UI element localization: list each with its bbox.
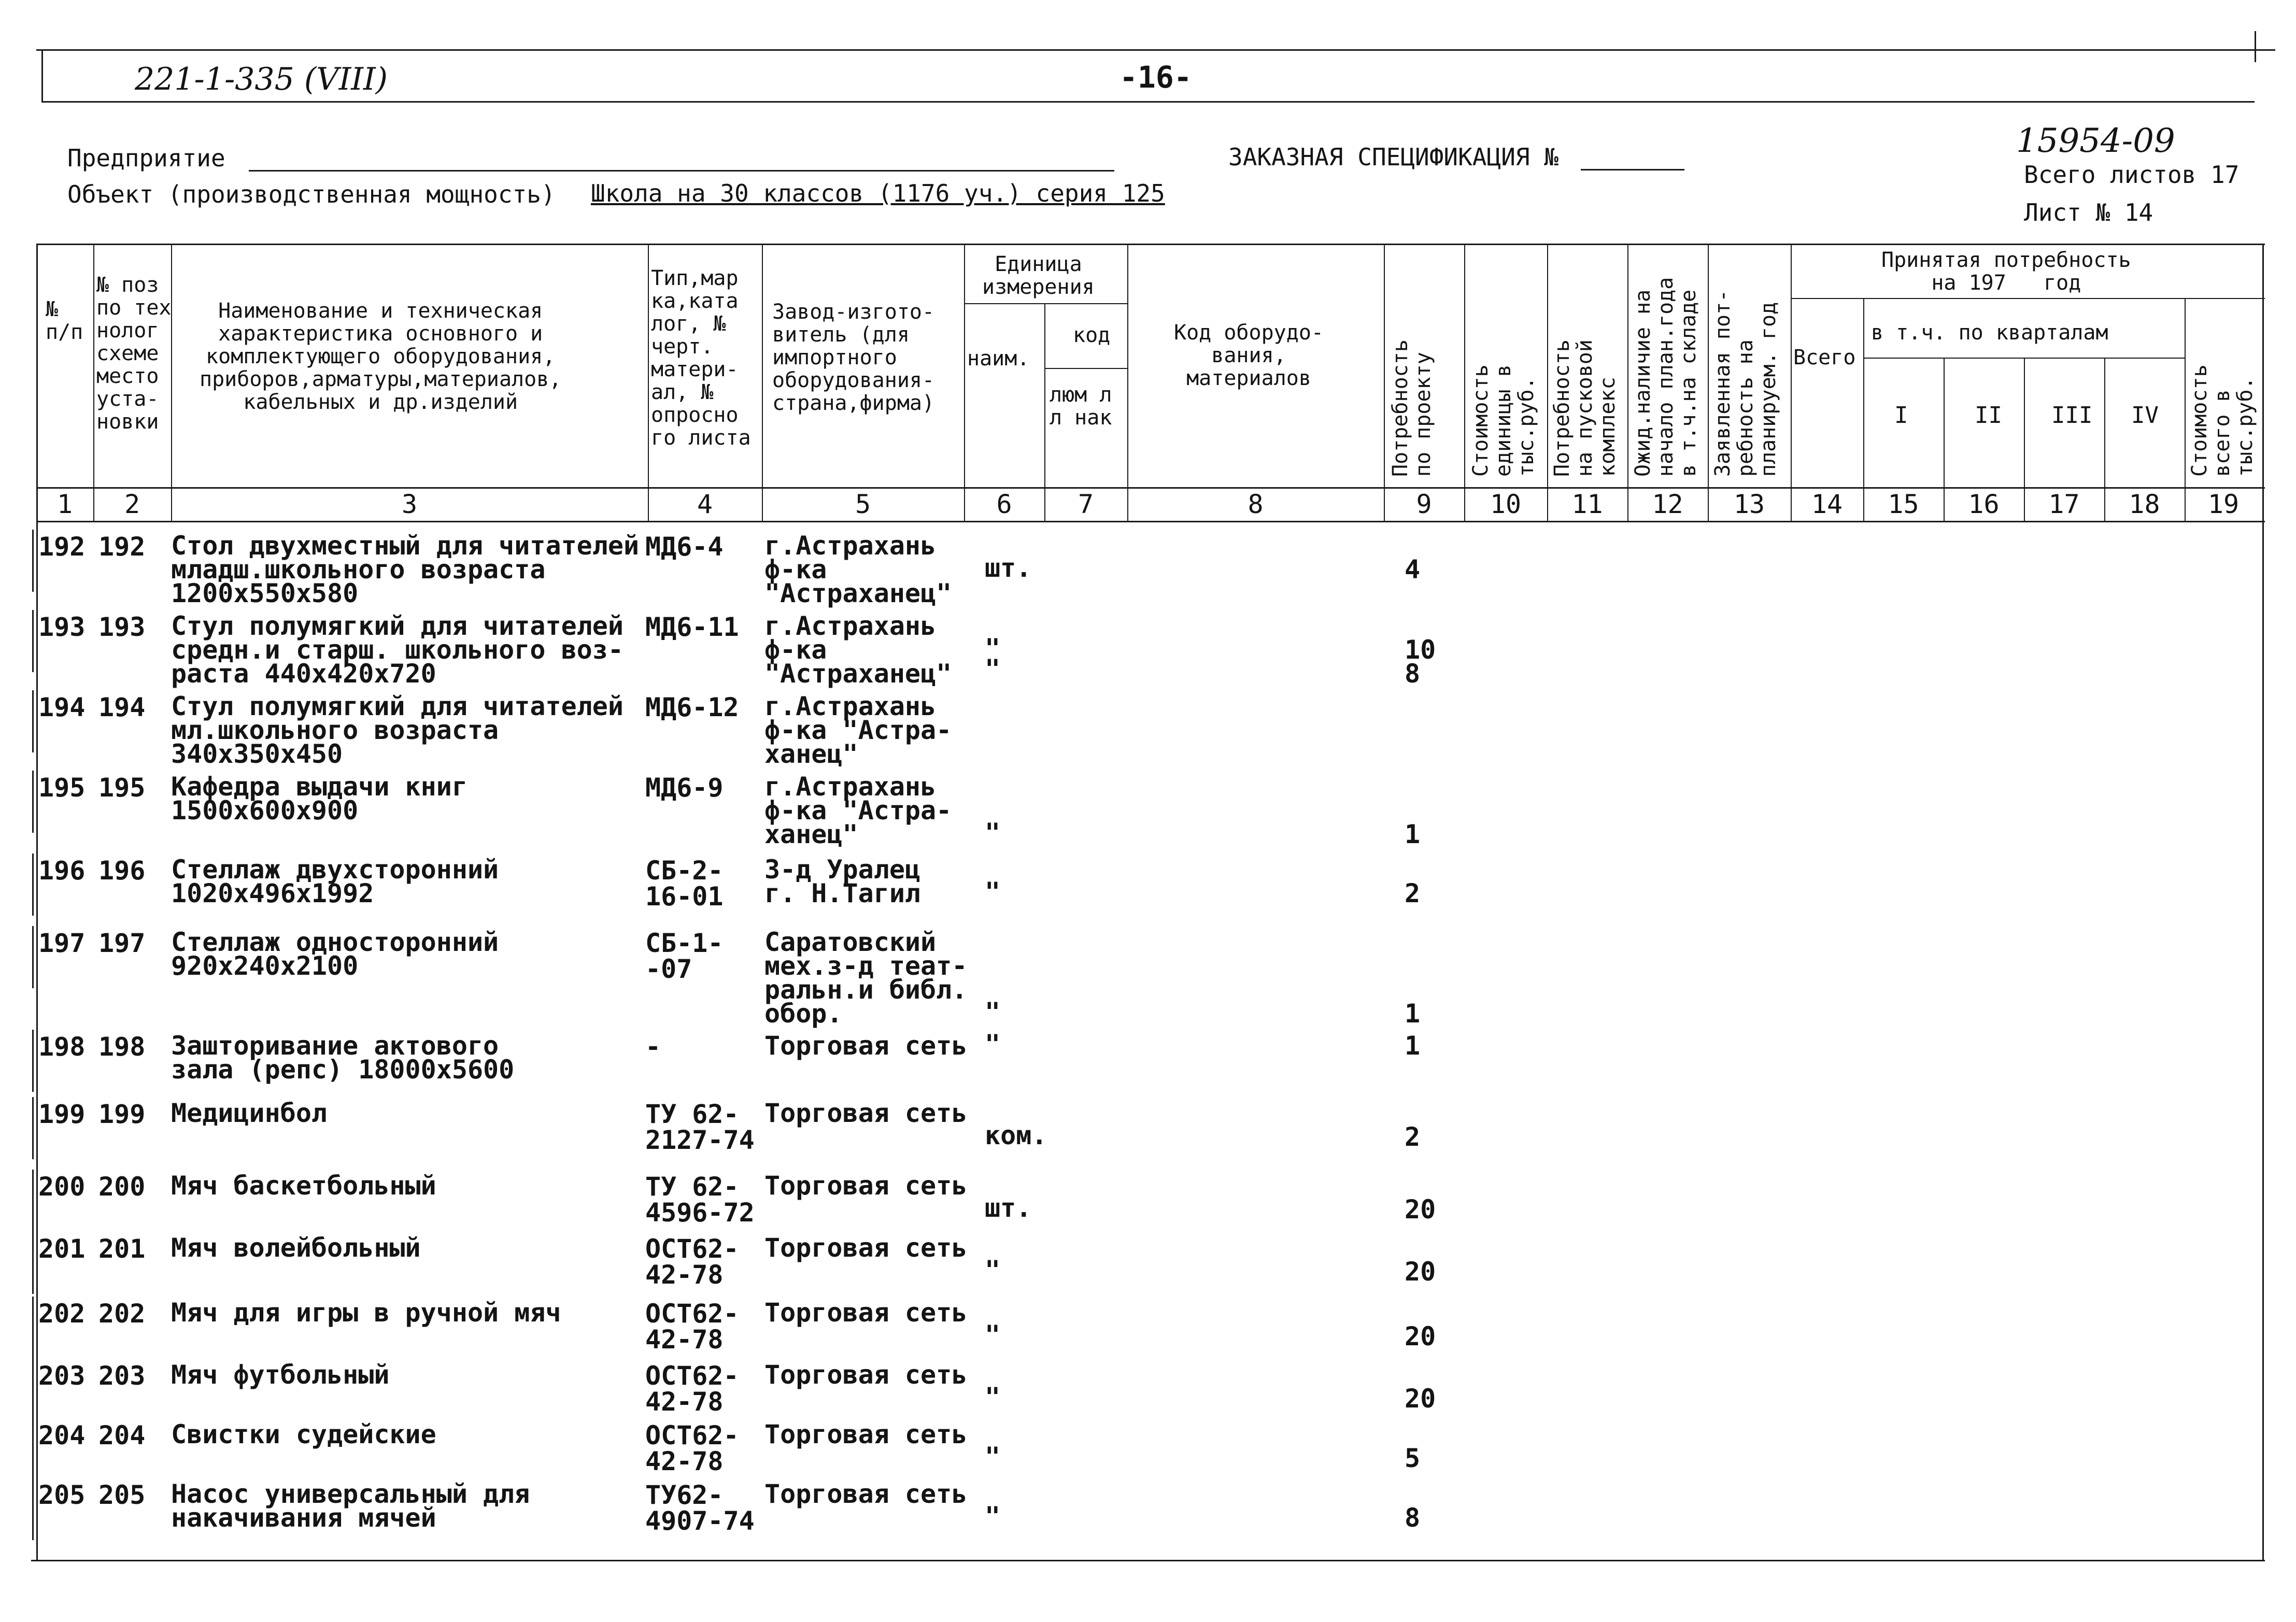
column-number: 9: [1416, 489, 1432, 519]
row-number: 196: [38, 856, 86, 886]
row-type: МД6-9: [645, 773, 724, 803]
row-name: Мяч волейбольный: [171, 1233, 421, 1263]
column-number: 12: [1652, 489, 1683, 519]
row-position: 203: [98, 1361, 146, 1391]
row-unit: ": [985, 1029, 1001, 1059]
column-number: 3: [401, 489, 418, 519]
column-number: 17: [2048, 489, 2080, 519]
row-number: 201: [38, 1234, 86, 1264]
row-unit: ": [985, 877, 1001, 907]
row-type: ОСТ62- 42-78: [645, 1361, 739, 1417]
col-header-unit: Единица измерения: [982, 252, 1095, 299]
row-qty: 2: [1405, 878, 1421, 908]
col-header-total: Всего: [1793, 346, 1856, 369]
column-number: 15: [1888, 489, 1919, 519]
row-name: Стол двухместный для читателей младш.школьного возраста 1200x550x580: [171, 531, 640, 608]
row-name: Стеллаж двухсторонний 1020x496x1992: [171, 855, 499, 908]
row-number: 192: [38, 532, 86, 562]
row-divider: [32, 530, 34, 592]
row-divider: [32, 926, 34, 988]
row-name: Насос универсальный для накачивания мячей: [171, 1479, 530, 1533]
row-type: ОСТ62- 42-78: [645, 1234, 739, 1290]
col-header-startup-need: Потребность на пусковой комплекс: [1550, 339, 1620, 477]
row-qty: 20: [1405, 1384, 1436, 1414]
column-number: 7: [1078, 489, 1094, 519]
row-maker: Торговая сеть: [764, 1479, 968, 1509]
row-unit: ком.: [985, 1120, 1047, 1150]
column-number: 19: [2207, 489, 2240, 519]
row-divider: [32, 1030, 34, 1092]
enterprise-label: Предприятие: [67, 144, 225, 172]
spec-title: ЗАКАЗНАЯ СПЕЦИФИКАЦИЯ №: [1228, 143, 1558, 171]
total-sheets: Всего листов 17: [2024, 161, 2240, 189]
row-name: Мяч футбольный: [171, 1360, 390, 1390]
row-type: ТУ62- 4907-74: [645, 1480, 755, 1536]
row-number: 193: [38, 612, 86, 642]
col-header-type: Тип,мар ка,ката лог, № черт. матери- ал, № опросно го листа: [651, 266, 751, 450]
row-name: Свистки судейские: [171, 1419, 436, 1449]
row-type: ТУ 62- 4596-72: [645, 1172, 755, 1228]
row-position: 194: [98, 692, 146, 722]
row-maker: З-д Уралец г. Н.Тагил: [764, 855, 921, 908]
col-header-accepted-need: Принятая потребность на 197 год: [1881, 248, 2131, 295]
column-number: 1: [56, 489, 73, 519]
row-maker: г.Астрахань ф-ка "Астра- ханец": [764, 772, 952, 849]
row-number: 198: [38, 1032, 86, 1062]
stamp-number: 15954-09: [2016, 122, 2175, 160]
col-header-maker: Завод-изгото- витель (для импортного оборудования- страна,фирма): [772, 300, 935, 415]
row-maker: г.Астрахань ф-ка "Астра- ханец": [764, 691, 952, 769]
document-code: 221-1-335 (VIII): [135, 61, 388, 97]
col-header-name: Наименование и техническая характеристика основного и комплектующего оборудования, приборов,арматуры,материалов, кабельных и др.изделий: [200, 299, 562, 414]
col-header-q1: I: [1894, 402, 1908, 429]
row-unit: ": [985, 818, 1001, 848]
row-maker: Торговая сеть: [764, 1031, 968, 1061]
row-position: 200: [98, 1172, 146, 1202]
col-header-equipment-code: Код оборудо- вания, материалов: [1174, 321, 1324, 390]
column-number: 2: [124, 489, 140, 519]
row-unit: шт.: [985, 553, 1032, 583]
row-position: 197: [98, 928, 146, 958]
row-qty: 4: [1405, 554, 1421, 585]
col-header-unit-cost: Стоимость единицы в тыс.руб.: [1469, 364, 1538, 477]
row-maker: Торговая сеть: [764, 1171, 968, 1201]
row-qty: 1: [1405, 999, 1421, 1029]
col-header-unit-name: наим.: [967, 347, 1030, 371]
row-number: 194: [38, 692, 86, 722]
col-header-expected-stock: Ожид.наличие на начало план.года в т.ч.на складе: [1631, 277, 1700, 477]
row-position: 193: [98, 612, 146, 642]
row-divider: [32, 1297, 34, 1359]
row-divider: [32, 690, 34, 752]
row-type: МД6-4: [645, 532, 724, 562]
row-position: 201: [98, 1234, 146, 1264]
object-value: Школа на 30 классов (1176 уч.) серия 125: [591, 179, 1165, 207]
row-position: 195: [98, 773, 146, 803]
col-header-q4: IV: [2131, 402, 2159, 429]
col-header-pos: № поз по тех нолог схеме место уста- новки: [96, 273, 172, 434]
row-unit: ": [985, 1255, 1001, 1285]
row-qty: 8: [1405, 1503, 1421, 1533]
row-number: 199: [38, 1099, 86, 1129]
row-qty: 2: [1405, 1122, 1421, 1152]
row-unit: ": [985, 1501, 1001, 1531]
row-qty: 20: [1405, 1194, 1436, 1225]
row-maker: Торговая сеть: [764, 1360, 968, 1390]
row-maker: Торговая сеть: [764, 1419, 968, 1449]
row-maker: г.Астрахань ф-ка "Астраханец": [764, 611, 952, 689]
col-header-project-need: Потребность по проекту: [1388, 339, 1435, 477]
row-number: 197: [38, 928, 86, 958]
row-maker: Торговая сеть: [764, 1298, 968, 1328]
row-position: 198: [98, 1032, 146, 1062]
row-name: Медицинбол: [171, 1098, 328, 1128]
row-divider: [32, 610, 34, 672]
row-unit: ": [985, 1442, 1001, 1472]
row-position: 205: [98, 1480, 146, 1510]
column-number: 14: [1811, 489, 1843, 519]
row-qty: 1: [1405, 819, 1421, 849]
row-maker: Торговая сеть: [764, 1098, 968, 1128]
row-name: Стул полумягкий для читателей мл.школьного возраста 340x350x450: [171, 691, 623, 769]
row-qty: 20: [1405, 1257, 1436, 1287]
row-type: ТУ 62- 2127-74: [645, 1099, 755, 1155]
sheet-number: Лист № 14: [2024, 198, 2153, 226]
row-divider: [32, 1359, 34, 1421]
row-position: 204: [98, 1420, 146, 1450]
row-qty: 1: [1405, 1031, 1421, 1061]
column-number: 13: [1733, 489, 1765, 519]
row-unit: ": [985, 997, 1001, 1027]
row-type: МД6-12: [645, 692, 739, 722]
row-number: 195: [38, 773, 86, 803]
row-type: ОСТ62- 42-78: [645, 1299, 739, 1355]
row-position: 196: [98, 856, 146, 886]
row-type: СБ-1- -07: [645, 928, 724, 984]
row-divider: [32, 1418, 34, 1481]
column-number: 18: [2129, 489, 2160, 519]
col-header-unit-code-sub: люм л л нак: [1050, 383, 1112, 430]
row-number: 205: [38, 1480, 86, 1510]
row-divider: [32, 853, 34, 916]
row-number: 204: [38, 1420, 86, 1450]
row-unit: ": [985, 1320, 1001, 1350]
row-name: Мяч баскетбольный: [171, 1171, 436, 1201]
col-header-total-cost: Стоимость всего в тыс.руб.: [2188, 364, 2257, 477]
row-qty: 5: [1405, 1443, 1421, 1473]
row-type: ОСТ62- 42-78: [645, 1420, 739, 1476]
column-number: 10: [1490, 489, 1522, 519]
col-header-declared-need: Заявленная пот- ребность на планируем. год: [1711, 289, 1780, 477]
row-position: 199: [98, 1099, 146, 1129]
object-label: Объект (производственная мощность): [67, 180, 556, 208]
row-divider: [32, 1097, 34, 1159]
column-number: 5: [855, 489, 871, 519]
row-unit: шт.: [985, 1193, 1032, 1223]
row-number: 203: [38, 1361, 86, 1391]
row-divider: [32, 771, 34, 833]
row-unit: ": [985, 1382, 1001, 1412]
col-header-unit-code: код: [1073, 323, 1111, 347]
row-qty: 20: [1405, 1321, 1436, 1351]
row-position: 192: [98, 532, 146, 562]
column-number: 8: [1248, 489, 1264, 519]
row-maker: Саратовский мех.з-д теат- ральн.и библ. обор.: [764, 927, 968, 1029]
row-divider: [32, 1170, 34, 1232]
row-name: Кафедра выдачи книг 1500x600x900: [171, 772, 467, 826]
row-divider: [32, 1478, 34, 1540]
row-type: СБ-2- 16-01: [645, 856, 724, 912]
row-maker: г.Астрахань ф-ка "Астраханец": [764, 531, 952, 608]
column-number: 11: [1571, 489, 1603, 519]
col-header-quarters: в т.ч. по кварталам: [1871, 321, 2108, 345]
row-name: Зашторивание актового зала (репс) 18000x5600: [171, 1031, 515, 1085]
row-qty: 10 8: [1405, 635, 1436, 689]
row-type: МД6-11: [645, 612, 739, 642]
page-number: -16-: [1119, 60, 1192, 95]
row-divider: [32, 1232, 34, 1294]
row-name: Стеллаж односторонний 920x240x2100: [171, 927, 499, 981]
column-number: 16: [1968, 489, 2000, 519]
row-unit: " ": [985, 633, 1001, 684]
column-number: 4: [697, 489, 713, 519]
row-type: -: [645, 1032, 661, 1062]
row-number: 200: [38, 1172, 86, 1202]
row-name: Стул полумягкий для читателей средн.и старш. школьного воз- раста 440x420x720: [171, 611, 623, 689]
row-position: 202: [98, 1299, 146, 1329]
col-header-q2: II: [1975, 402, 2002, 429]
row-number: 202: [38, 1299, 86, 1329]
row-maker: Торговая сеть: [764, 1233, 968, 1263]
col-header-num: № п/п: [46, 297, 83, 344]
column-number: 6: [996, 489, 1012, 519]
col-header-q3: III: [2051, 402, 2093, 429]
row-name: Мяч для игры в ручной мяч: [171, 1298, 561, 1328]
